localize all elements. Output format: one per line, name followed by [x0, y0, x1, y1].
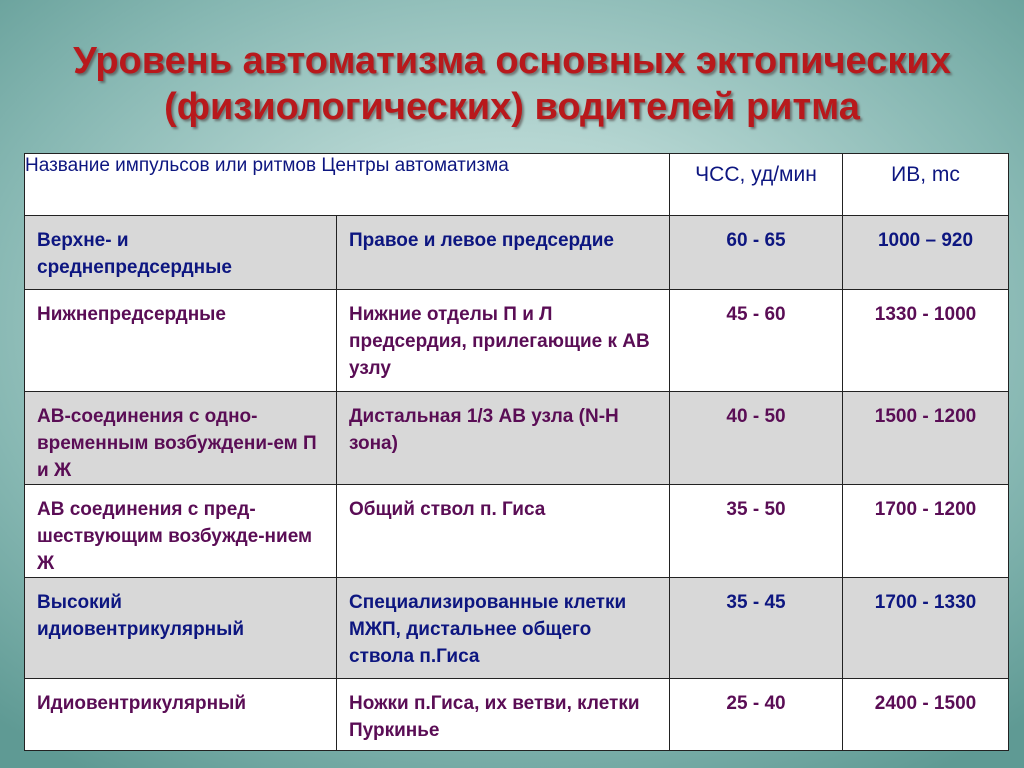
- rhythm-name-cell: Идиовентрикулярный: [37, 693, 247, 714]
- interval-cell: 1500 - 1200: [874, 406, 977, 427]
- table-row: [25, 216, 1009, 290]
- slide-title-line-2: (физиологических) водителей ритма: [164, 86, 860, 128]
- table-row: [25, 392, 1009, 485]
- table-header-row: [25, 154, 1009, 216]
- table-row: [25, 679, 1009, 751]
- table-row: [25, 290, 1009, 392]
- interval-cell: 1330 - 1000: [874, 304, 977, 325]
- automatism-center-cell: Общий ствол п. Гиса: [349, 499, 546, 520]
- automatism-center-cell: Нижние отделы П и Л предсердия, прилегающие к АВ узлу: [349, 304, 650, 379]
- automatism-center-cell: Ножки п.Гиса, их ветви, клетки Пуркинье: [349, 693, 640, 741]
- pacemaker-table: [24, 153, 1009, 751]
- interval-cell: 1700 - 1330: [874, 592, 977, 613]
- rhythm-name-cell: АВ-соединения с одно-временным возбуждени-ем П и Ж: [37, 406, 317, 481]
- heart-rate-cell: 60 - 65: [726, 230, 786, 251]
- heart-rate-cell: 40 - 50: [726, 406, 786, 427]
- header-iv-cell: ИВ, mc: [843, 154, 1009, 216]
- interval-cell: 1700 - 1200: [874, 499, 977, 520]
- rhythm-name-cell: Нижнепредсердные: [37, 304, 226, 325]
- heart-rate-cell: 35 - 45: [726, 592, 786, 613]
- table-row: [25, 485, 1009, 578]
- heart-rate-cell: 35 - 50: [726, 499, 786, 520]
- heart-rate-cell: 25 - 40: [726, 693, 786, 714]
- header-name-cell: Название импульсов или ритмов Центры автоматизма: [25, 154, 670, 216]
- interval-cell: 2400 - 1500: [874, 693, 977, 714]
- automatism-center-cell: Специализированные клетки МЖП, дистальнее общего ствола п.Гиса: [349, 592, 627, 667]
- rhythm-name-cell: Высокий идиовентрикулярный: [37, 592, 245, 640]
- table-row: [25, 578, 1009, 679]
- rhythm-name-cell: АВ соединения с пред-шествующим возбужде-нием Ж: [37, 499, 313, 574]
- slide-title: [0, 38, 1024, 130]
- automatism-center-cell: Дистальная 1/3 АВ узла (N-H зона): [349, 406, 619, 454]
- interval-cell: 1000 – 920: [877, 230, 974, 251]
- slide-title-line-1: Уровень автоматизма основных эктопических: [73, 40, 951, 82]
- heart-rate-cell: 45 - 60: [726, 304, 786, 325]
- header-hr-cell: ЧСС, уд/мин: [670, 154, 843, 216]
- automatism-center-cell: Правое и левое предсердие: [349, 230, 614, 251]
- rhythm-name-cell: Верхне- и среднепредсердные: [37, 230, 232, 278]
